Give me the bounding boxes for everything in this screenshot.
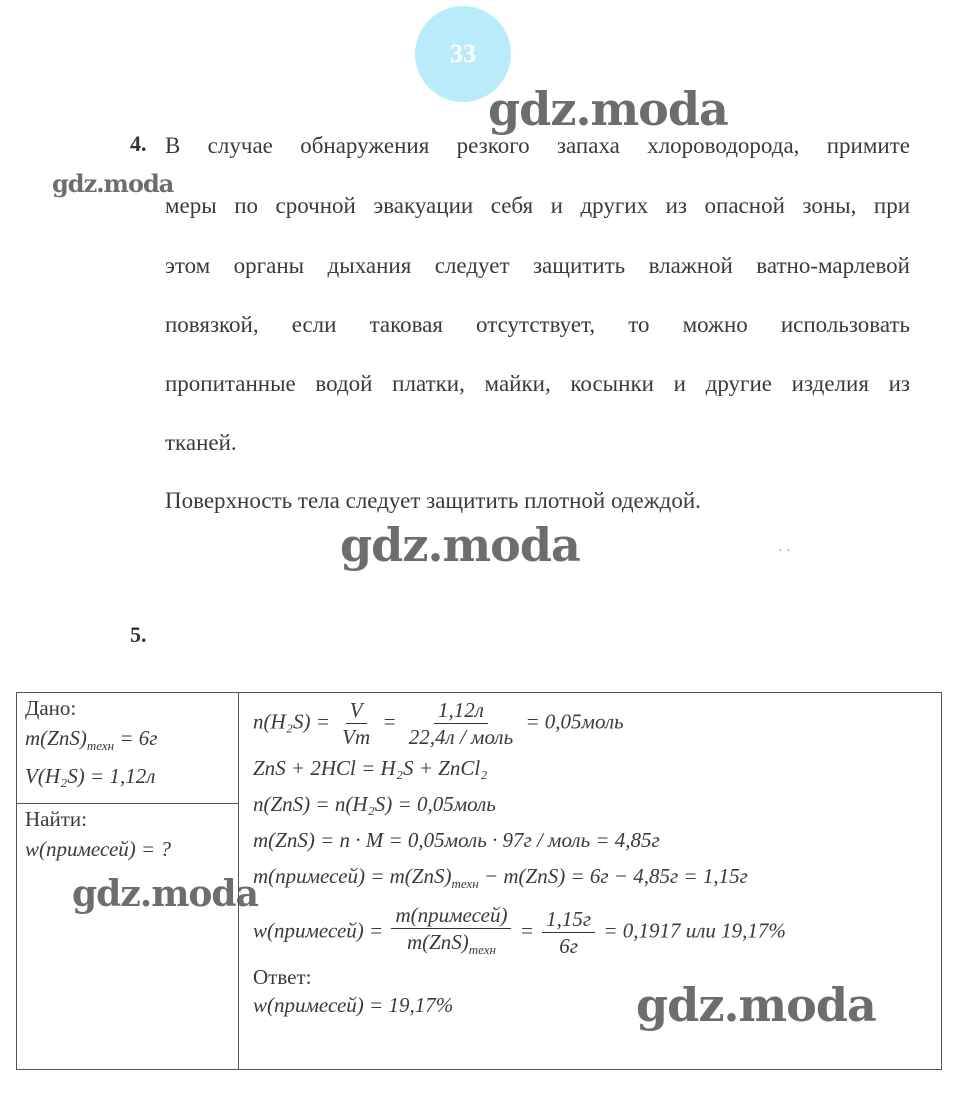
find-target: w(примесей) = ? bbox=[25, 837, 171, 861]
given-volume: V(H₂S) = 1,12л bbox=[25, 764, 156, 789]
solution-table bbox=[16, 692, 942, 1070]
task-4-second-paragraph: Поверхность тела следует защитить плотной одеждой. bbox=[165, 488, 701, 513]
task-4-line: меры по срочной эвакуации себя и других из опасной зоны, при bbox=[165, 193, 910, 218]
solution-line-6: w(примесей) = $\frac{\text{m(примесей)}}{m(ZnS)_{техн}}$ = $\frac{1,15г}{6г}$ = 0,1917 или 19,17% bbox=[253, 903, 786, 959]
given-cell bbox=[17, 693, 239, 804]
solution-line-2: ZnS + 2HCl = H₂S + ZnCl₂ bbox=[253, 756, 488, 780]
given-label: Дано: bbox=[25, 696, 77, 720]
page-number-badge: 33 bbox=[415, 6, 511, 102]
solution-line-4: m(ZnS) = n · M = 0,05моль · 97г / моль = 4,85г bbox=[253, 828, 660, 852]
find-cell bbox=[17, 804, 239, 1070]
watermark: gdz.moda bbox=[636, 978, 876, 1032]
answer-label: Ответ: bbox=[253, 965, 312, 990]
solution-line-3: n(ZnS) = n(H₂S) = 0,05моль bbox=[253, 792, 496, 816]
task-4-line: этом органы дыхания следует защитить влажной ватно-марлевой bbox=[165, 253, 910, 278]
watermark: gdz.moda bbox=[52, 169, 174, 198]
watermark: gdz.moda bbox=[340, 518, 580, 572]
watermark: gdz.moda bbox=[488, 82, 728, 136]
solution-cell bbox=[239, 693, 942, 1070]
find-label: Найти: bbox=[25, 807, 87, 831]
task-4-line: повязкой, если таковая отсутствует, то можно использовать bbox=[165, 312, 910, 337]
task-4-line: тканей. bbox=[165, 430, 237, 455]
task-4-line: пропитанные водой платки, майки, косынки и другие изделия из bbox=[165, 371, 910, 396]
task-5-number: 5. bbox=[130, 622, 147, 647]
watermark: gdz.moda bbox=[72, 873, 258, 915]
given-mass: $m(ZnS)_{техн} = 6г$ bbox=[25, 726, 158, 754]
decorative-dots: · · bbox=[778, 544, 791, 559]
solution-line-5: m(примесей) = $m(ZnS)_{техн} - m(ZnS) = 6г - 4,85г = 1,15г$ bbox=[253, 864, 748, 892]
task-4-number: 4. bbox=[130, 131, 147, 156]
answer-value: w(примесей) = 19,17% bbox=[253, 993, 454, 1018]
solution-line-1: n(H₂S) = $\frac{V}{Vm}$ = $\frac{1,12л}{\text{22,4л / моль}}$ = 0,05моль bbox=[253, 698, 624, 749]
task-4-line: В случае обнаружения резкого запаха хлороводорода, примите bbox=[165, 133, 910, 158]
